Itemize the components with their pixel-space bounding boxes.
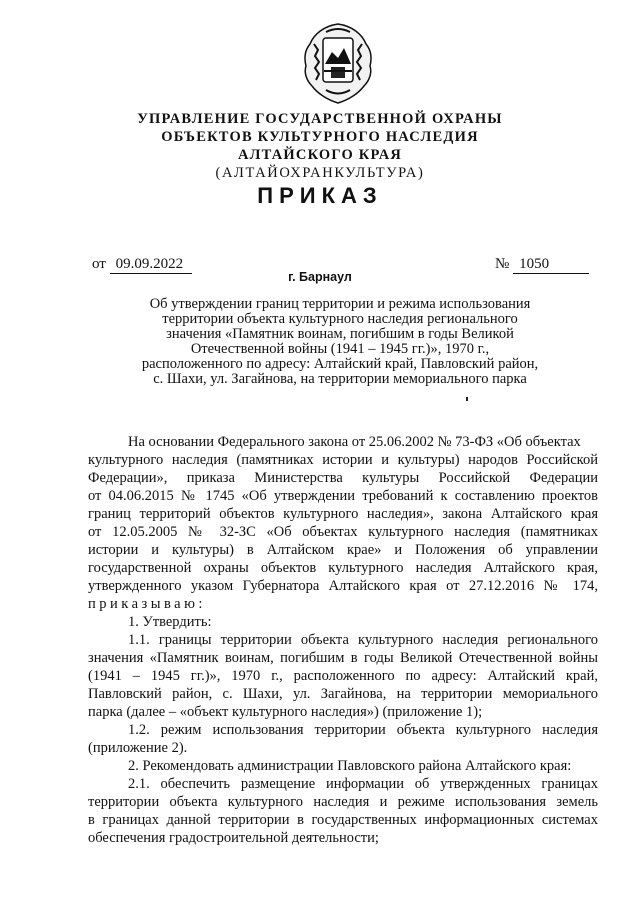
subject-line: расположенного по адресу: Алтайский край, Павловский район,	[141, 356, 539, 372]
body-line: в границах данной территории в государственных информационных системах	[88, 812, 598, 828]
subject-line: Об утверждении границ территории и режима использования	[149, 296, 531, 312]
body-line: утвержденного указом Губернатора Алтайского края от 27.12.2016 № 174,	[88, 578, 598, 594]
body-line: На основании Федерального закона от 25.06.2002 № 73-ФЗ «Об объектах	[128, 434, 581, 450]
body-line: Павловский район, с. Шахи, ул. Загайнова, на территории мемориального	[88, 686, 598, 702]
org-name-line-1: УПРАВЛЕНИЕ ГОСУДАРСТВЕННОЙ ОХРАНЫ	[137, 111, 503, 127]
body-line: 1.1. границы территории объекта культурного наследия регионального	[128, 632, 598, 648]
body-line: государственной охраны объектов культурного наследия Алтайского края,	[88, 560, 598, 576]
body-line: границ территорий объектов культурного наследия», закона Алтайского края	[88, 506, 598, 522]
body-line: от 04.06.2015 № 1745 «Об утверждении требований к составлению проектов	[88, 488, 598, 504]
body-line: 2. Рекомендовать администрации Павловского района Алтайского края:	[128, 758, 572, 774]
subject-line: Отечественной войны (1941 – 1945 гг.)», 1970 г.,	[190, 341, 490, 357]
body-line: парка (далее – «объект культурного наследия») (приложение 1);	[88, 704, 483, 720]
stray-dot-mark	[466, 397, 468, 401]
body-line: территории объекта культурного наследия и режиме использования земель	[88, 794, 598, 810]
subject-line: значения «Памятник воинам, погибшим в годы Великой	[166, 326, 514, 342]
body-line: от 12.05.2005 № 32-ЗС «Об объектах культурного наследия (памятниках	[88, 524, 598, 540]
body-line: истории и культуры) в Алтайском крае» и Положения об управлении	[88, 542, 598, 558]
document-body	[88, 433, 598, 847]
city-label: г. Барнаул	[288, 270, 352, 284]
org-short-name: (АЛТАЙОХРАНКУЛЬТУРА)	[215, 165, 425, 181]
body-line: (1941 – 1945 гг.)», 1970 г., расположенного по адресу: Алтайский край,	[88, 668, 598, 684]
body-line: (приложение 2).	[88, 740, 188, 756]
body-line: Федерации», приказа Министерства культуры Российской Федерации	[88, 470, 598, 486]
subject-line: с. Шахи, ул. Загайнова, на территории мемориального парка	[153, 371, 527, 387]
org-name-line-2: ОБЪЕКТОВ КУЛЬТУРНОГО НАСЛЕДИЯ	[161, 129, 479, 145]
body-line: 1.2. режим использования территории объекта культурного наследия	[128, 722, 598, 738]
org-name-line-3: АЛТАЙСКОГО КРАЯ	[237, 147, 403, 163]
body-line: 2.1. обеспечить размещение информации об утвержденных границах	[128, 776, 598, 792]
date-prefix: от	[92, 256, 106, 272]
body-line: обеспечения градостроительной деятельности;	[88, 830, 379, 846]
document-number: 1050	[513, 256, 589, 274]
body-line: значения «Памятник воинам, погибшим в годы Великой Отечественной войны	[88, 650, 598, 666]
body-line-order-word: приказываю:	[88, 596, 206, 612]
document-type-title: ПРИКАЗ	[257, 183, 383, 208]
number-prefix: №	[495, 256, 510, 272]
subject-line: территории объекта культурного наследия регионального	[162, 311, 518, 327]
body-line: культурного наследия (памятниках истории и культуры) народов Российской	[88, 452, 598, 468]
coat-of-arms-emblem	[296, 20, 380, 106]
body-line: 1. Утвердить:	[128, 614, 212, 630]
document-date: 09.09.2022	[110, 256, 192, 274]
document-subject	[110, 297, 570, 387]
